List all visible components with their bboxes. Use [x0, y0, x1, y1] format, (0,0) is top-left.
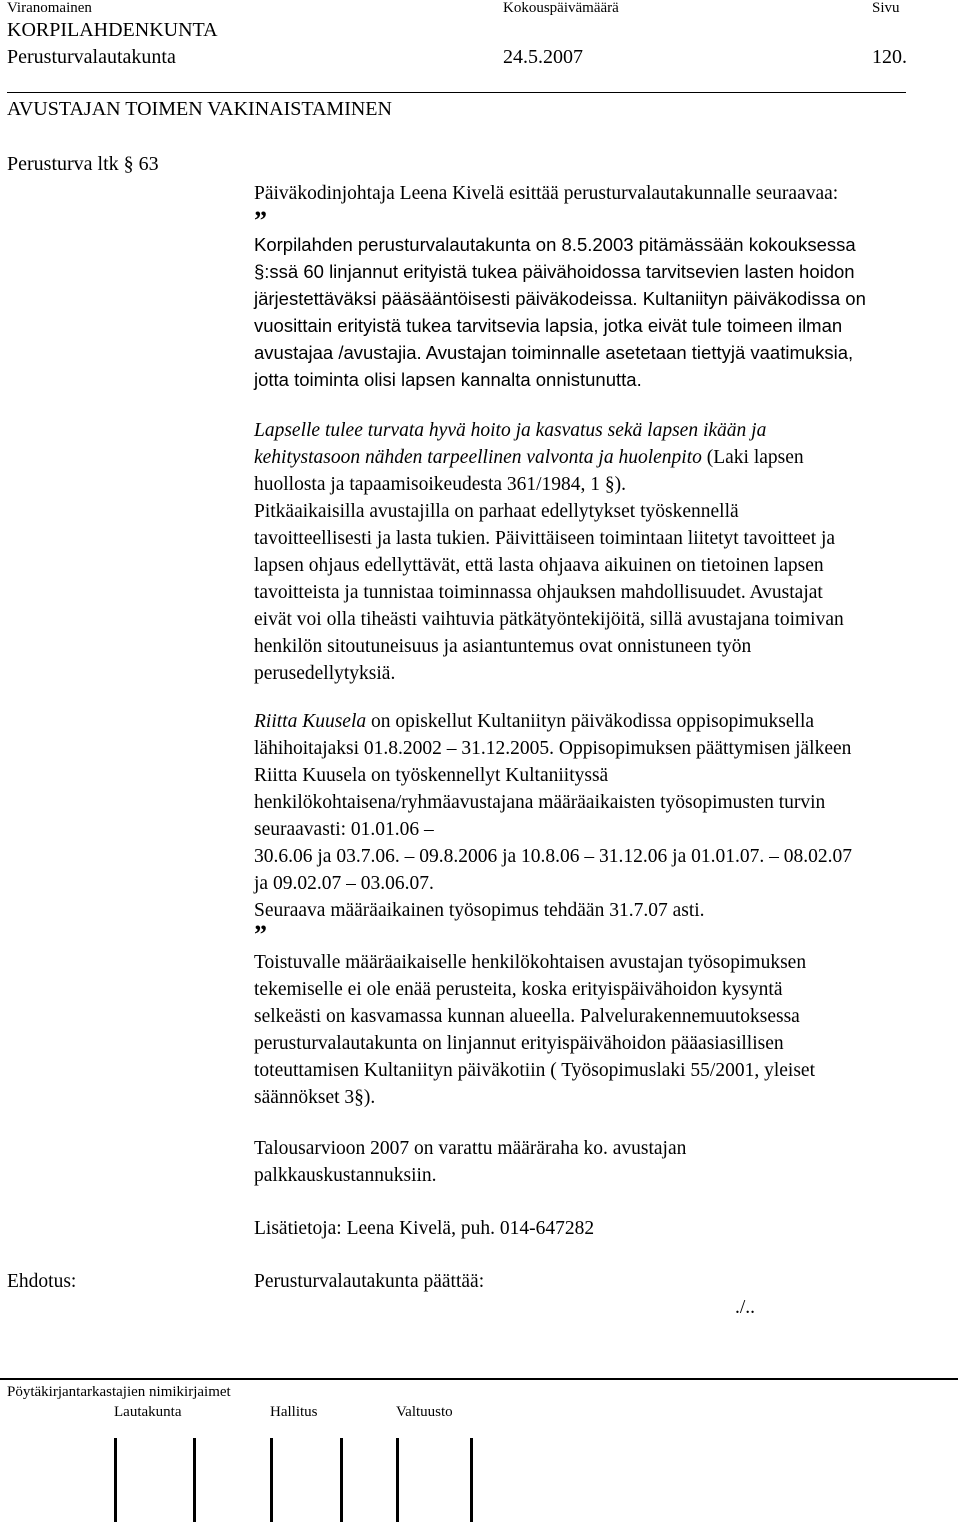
opening-quote: ” [254, 206, 267, 235]
quoted-line: järjestettäväksi pääsääntöisesti päiväkodeissa. Kultaniityn päiväkodissa on [254, 288, 866, 309]
para-line: lapsen ohjaus edellyttävät, että lasta ohjaava aikuinen on tietoinen lapsen [254, 555, 824, 576]
signature-box-line [270, 1438, 273, 1522]
para-line: Seuraava määräaikainen työsopimus tehdään 31.7.07 asti. [254, 900, 705, 921]
quoted-decision-block [254, 231, 954, 393]
signature-box-line [193, 1438, 196, 1522]
quoted-line: vuosittain erityistä tukea tarvitsevia lapsia, jotka eivät tule toimeen ilman [254, 315, 843, 336]
footer-title: Pöytäkirjantarkastajien nimikirjaimet [7, 1384, 231, 1400]
employment-history-paragraph [254, 708, 954, 949]
italic-quote: Lapselle tulee turvata hyvä hoito ja kasvatus sekä lapsen ikään ja [254, 420, 767, 441]
para-line: palkkauskustannuksiin. [254, 1165, 437, 1186]
para-line: Talousarvioon 2007 on varattu määräraha ko. avustajan [254, 1138, 687, 1159]
para-line: säännökset 3§). [254, 1087, 376, 1108]
para-line [254, 417, 954, 444]
para-line [254, 444, 954, 471]
italic-quote: kehitystasoon nähden tarpeellinen valvonta ja huolenpito [254, 447, 702, 468]
continues-marker: ./.. [735, 1297, 756, 1318]
footer-divider [0, 1378, 958, 1380]
para-line: toteuttamisen Kultaniityn päiväkotiin ( Työsopimuslaki 55/2001, yleiset [254, 1060, 816, 1081]
intro-paragraph [254, 180, 954, 234]
quoted-line: §:ssä 60 linjannut erityistä tukea päivähoidossa tarvitsevien lasten hoidon [254, 261, 855, 282]
para-line: seuraavasti: 01.01.06 – [254, 819, 434, 840]
signature-box-line [114, 1438, 117, 1522]
intro-text: Päiväkodinjohtaja Leena Kivelä esittää perusturvalautakunnalle seuraavaa: [254, 183, 839, 204]
para-line: Pitkäaikaisilla avustajilla on parhaat edellytykset työskennellä [254, 501, 739, 522]
para-line: Toistuvalle määräaikaiselle henkilökohtaisen avustajan työsopimuksen [254, 952, 807, 973]
proposal-label: Ehdotus: [7, 1271, 77, 1292]
para-line: henkilökohtaisena/ryhmäavustajana määräaikaisten työsopimusten turvin [254, 792, 826, 813]
signature-box-line [470, 1438, 473, 1522]
law-reference: (Laki lapsen [701, 447, 804, 468]
para-line: tavoitteista ja tunnistaa toiminnassa ohjauksen mahdollisuudet. Avustajat [254, 582, 823, 603]
proposal-text: Perusturvalautakunta päättää: [254, 1271, 485, 1292]
page-number: 120. [872, 46, 907, 68]
para-line: selkeästi on kasvamassa kunnan alueella. Palvelurakennemuutoksessa [254, 1006, 800, 1027]
para-line: Riitta Kuusela on opiskellut Kultaniityn päiväkodissa oppisopimuksella [254, 711, 815, 732]
organization-name: KORPILAHDENKUNTA [7, 19, 218, 41]
para-line: perusedellytyksiä. [254, 663, 396, 684]
para-line: Riitta Kuusela on työskennellyt Kultaniityssä [254, 765, 609, 786]
meeting-date: 24.5.2007 [503, 46, 583, 68]
budget-paragraph [254, 1135, 954, 1189]
footer-col-lautakunta: Lautakunta [114, 1404, 182, 1420]
header-col3-label: Sivu [872, 0, 900, 16]
person-name: Riitta Kuusela [254, 711, 367, 732]
para-line: lähihoitajaksi 01.8.2002 – 31.12.2005. Oppisopimuksen päättymisen jälkeen [254, 738, 852, 759]
footer-col-hallitus: Hallitus [270, 1404, 318, 1420]
section-title: AVUSTAJAN TOIMEN VAKINAISTAMINEN [7, 98, 392, 120]
para-line: 30.6.06 ja 03.7.06. – 09.8.2006 ja 10.8.06 – 31.12.06 ja 01.01.07. – 08.02.07 [254, 846, 852, 867]
care-paragraph [254, 417, 954, 687]
para-line: eivät voi olla tiheästi vaihtuvia pätkätyöntekijöitä, sillä avustajana toimivan [254, 609, 844, 630]
para-line: tekemiselle ei ole enää perusteita, koska erityispäivähoidon kysyntä [254, 979, 783, 1000]
quoted-line: jotta toiminta olisi lapsen kannalta onnistunutta. [254, 369, 642, 390]
header-col2-label: Kokouspäivämäärä [503, 0, 619, 16]
para-line: tavoitteellisesti ja lasta tukien. Päivittäiseen toimintaan liitetyt tavoitteet ja [254, 528, 836, 549]
closing-quote: ” [254, 920, 267, 949]
quoted-line: Korpilahden perusturvalautakunta on 8.5.2003 pitämässään kokouksessa [254, 234, 856, 255]
header-col1-label: Viranomainen [7, 0, 92, 16]
para-line: huollosta ja tapaamisoikeudesta 361/1984, 1 §). [254, 474, 627, 495]
para-line: perusturvalautakunta on linjannut erityispäivähoidon pääasiasillisen [254, 1033, 784, 1054]
para-line: ja 09.02.07 – 03.06.07. [254, 873, 434, 894]
signature-box-line [340, 1438, 343, 1522]
signature-box-line [396, 1438, 399, 1522]
contact-info: Lisätietoja: Leena Kivelä, puh. 014-647282 [254, 1218, 595, 1239]
header-divider [7, 92, 906, 93]
footer-col-valtuusto: Valtuusto [396, 1404, 453, 1420]
para-line: henkilön sitoutuneisuus ja asiantuntemus ovat onnistuneen työn [254, 636, 752, 657]
justification-paragraph [254, 949, 954, 1111]
agenda-reference: Perusturva ltk § 63 [7, 153, 159, 175]
quoted-line: avustajaa /avustajia. Avustajan toiminnalle asetetaan tiettyjä vaatimuksia, [254, 342, 854, 363]
authority-name: Perusturvalautakunta [7, 46, 176, 68]
